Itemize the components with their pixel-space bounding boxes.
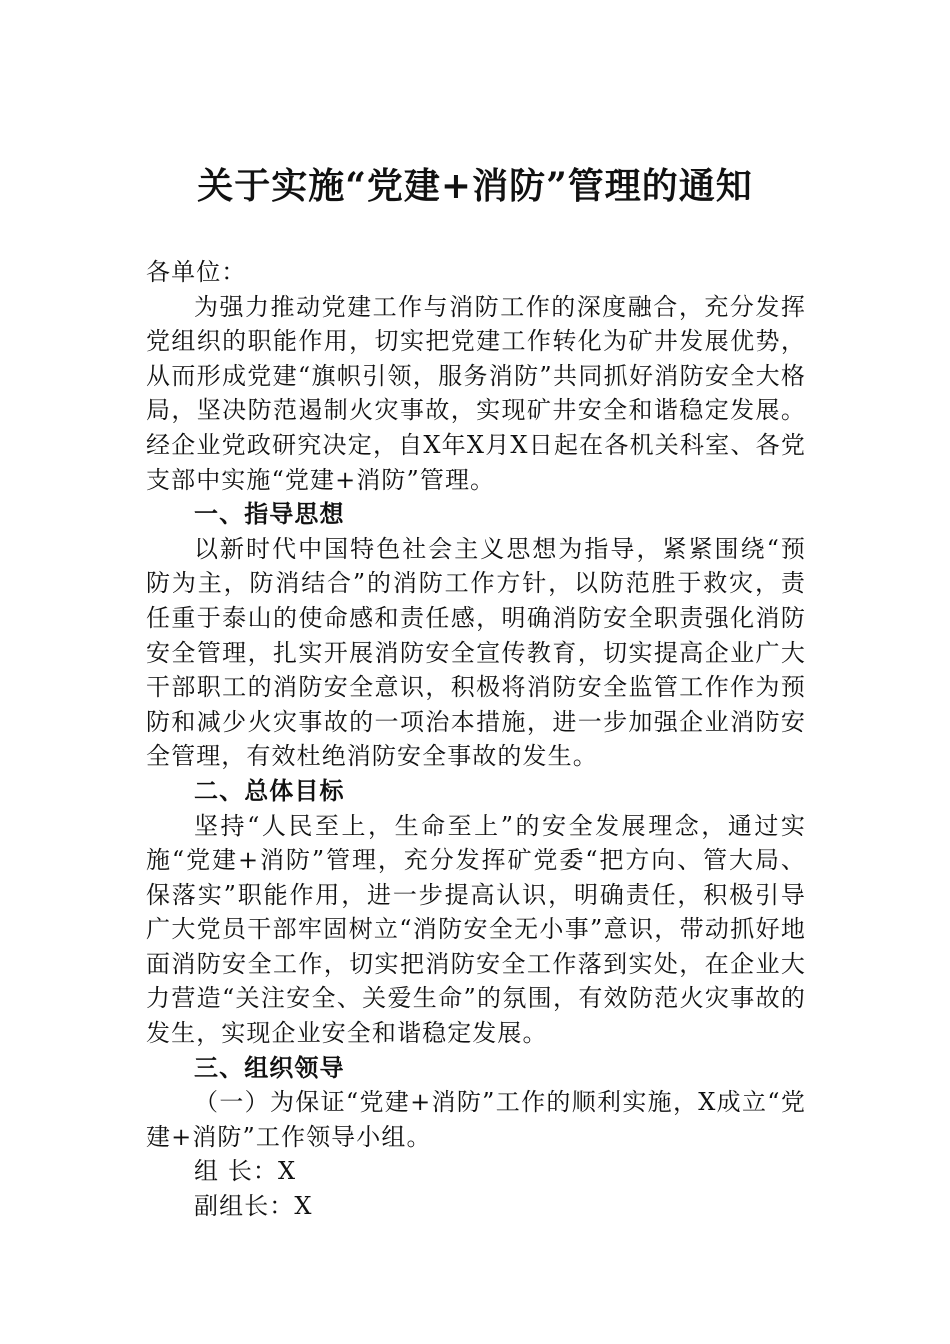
intro-paragraph: 为强力推动党建工作与消防工作的深度融合，充分发挥党组织的职能作用，切实把党建工作转化为矿井发展优势，从而形成党建“旗帜引领，服务消防”共同抓好消防安全大格局，坚决防范遏制火灾事故，实现矿井安全和谐稳定发展。经企业党政研究决定，自X年X月X日起在各机关科室、各党支部中实施“党建+消防”管理。 (146, 292, 806, 494)
member-leader: 组 长：X (194, 1157, 297, 1186)
section-heading-overall-goal: 二、总体目标 (194, 776, 345, 805)
section-paragraph-organization: （一）为保证“党建+消防”工作的顺利实施，X成立“党建+消防”工作领导小组。 (146, 1088, 806, 1151)
document-body (146, 255, 806, 1224)
section-heading-organization: 三、组织领导 (194, 1053, 345, 1082)
section-paragraph-overall-goal: 坚持“人民至上，生命至上”的安全发展理念，通过实施“党建+消防”管理，充分发挥矿党委“把方向、管大局、保落实”职能作用，进一步提高认识，明确责任，积极引导广大党员干部牢固树立“消防安全无小事”意识，带动抓好地面消防安全工作，切实把消防安全工作落到实处，在企业大力营造“关注安全、关爱生命”的氛围，有效防范火灾事故的发生，实现企业安全和谐稳定发展。 (146, 811, 806, 1048)
section-heading-guiding-ideology: 一、指导思想 (194, 500, 345, 529)
salutation: 各单位： (146, 258, 247, 286)
section-paragraph-guiding-ideology: 以新时代中国特色社会主义思想为指导，紧紧围绕“预防为主，防消结合”的消防工作方针，以防范胜于救灾，责任重于泰山的使命感和责任感，明确消防安全职责强化消防安全管理，扎实开展消防安全宣传教育，切实提高企业广大干部职工的消防安全意识，积极将消防安全监管工作作为预防和减少火灾事故的一项治本措施，进一步加强企业消防安全管理，有效杜绝消防安全事故的发生。 (146, 534, 806, 771)
document-title: 关于实施“党建+消防”管理的通知 (197, 165, 753, 207)
member-deputy-leader: 副组长：X (194, 1192, 313, 1221)
